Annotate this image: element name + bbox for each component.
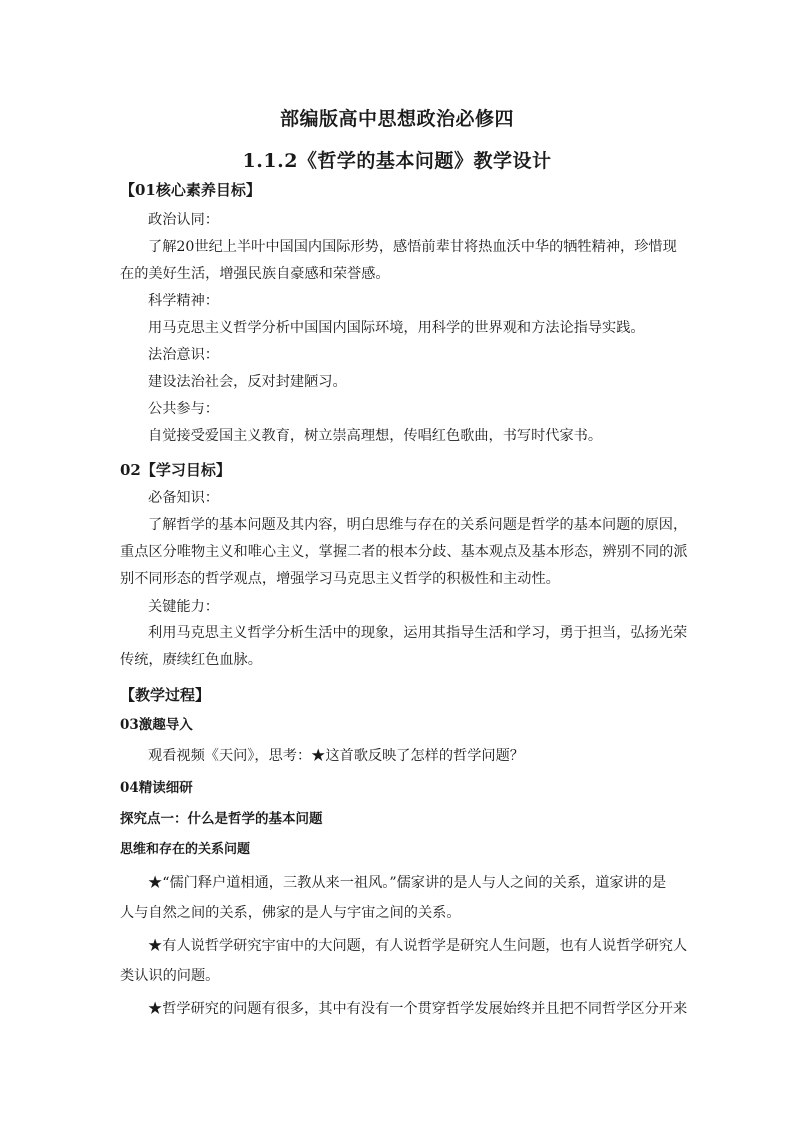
section-intro-text: 观看视频《天问》，思考：★这首歌反映了怎样的哲学问题？ bbox=[148, 748, 524, 764]
knowledge-text-line-1: 了解哲学的基本问题及其内容，明白思维与存在的关系问题是哲学的基本问题的原因， bbox=[148, 517, 688, 533]
paragraph-2-line-2: 类认识的问题。 bbox=[120, 968, 220, 984]
section-core-literacy-heading: 【01核心素养目标】 bbox=[120, 181, 261, 199]
politics-text-line-1: 了解20世纪上半叶中国国内国际形势，感悟前辈甘将热血沃中华的牺牲精神，珍惜现 bbox=[148, 239, 677, 255]
thinking-being-subheading: 思维和存在的关系问题 bbox=[120, 842, 251, 857]
paragraph-1-line-1: ★“儒门释户道相通，三教从来一祖风。”儒家讲的是人与人之间的关系，道家讲的是 bbox=[148, 875, 667, 891]
ability-text-line-2: 传统，赓续红色血脉。 bbox=[120, 652, 262, 668]
knowledge-text-line-2: 重点区分唯物主义和唯心主义，掌握二者的根本分歧、基本观点及基本形态，辨别不同的派 bbox=[120, 544, 688, 560]
paragraph-2-line-1: ★有人说哲学研究宇宙中的大问题，有人说哲学是研究人生问题，也有人说哲学研究人 bbox=[148, 938, 688, 954]
section-learning-goals-heading: 02【学习目标】 bbox=[120, 461, 231, 479]
knowledge-text-line-3: 别不同形态的哲学观点，增强学习马克思主义哲学的积极性和主动性。 bbox=[120, 571, 560, 587]
science-label: 科学精神： bbox=[148, 293, 219, 309]
doc-subtitle: 1.1.2《哲学的基本问题》教学设计 bbox=[242, 150, 552, 172]
section-intro-heading: 03激趣导入 bbox=[120, 717, 193, 733]
paragraph-3-line-1: ★哲学研究的问题有很多，其中有没有一个贯穿哲学发展始终并且把不同哲学区分开来 bbox=[148, 1001, 688, 1017]
science-text: 用马克思主义哲学分析中国国内国际环境，用科学的世界观和方法论指导实践。 bbox=[148, 320, 645, 336]
teaching-process-heading: 【教学过程】 bbox=[120, 686, 211, 704]
section-study-heading: 04精读细研 bbox=[120, 780, 193, 796]
ability-text-line-1: 利用马克思主义哲学分析生活中的现象，运用其指导生活和学习，勇于担当，弘扬光荣 bbox=[148, 625, 688, 641]
law-text: 建设法治社会，反对封建陋习。 bbox=[148, 374, 347, 390]
ability-label: 关键能力： bbox=[148, 599, 219, 615]
doc-title: 部编版高中思想政治必修四 bbox=[279, 108, 514, 130]
explore-point-1-heading: 探究点一：什么是哲学的基本问题 bbox=[120, 811, 323, 827]
politics-text-line-2: 在的美好生活，增强民族自豪感和荣誉感。 bbox=[120, 266, 390, 282]
law-label: 法治意识： bbox=[148, 347, 219, 363]
knowledge-label: 必备知识： bbox=[148, 490, 219, 506]
politics-label: 政治认同： bbox=[148, 212, 219, 228]
public-label: 公共参与： bbox=[148, 401, 219, 417]
public-text: 自觉接受爱国主义教育，树立崇高理想，传唱红色歌曲，书写时代家书。 bbox=[148, 428, 603, 444]
paragraph-1-line-2: 人与自然之间的关系，佛家的是人与宇宙之间的关系。 bbox=[120, 905, 461, 921]
